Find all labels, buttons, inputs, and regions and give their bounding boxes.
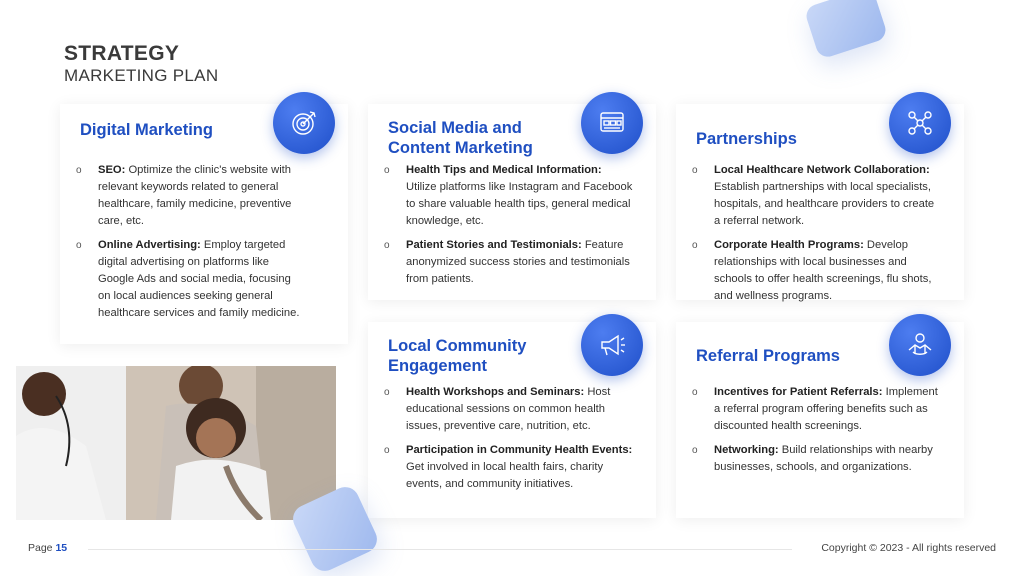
list-item: o Corporate Health Programs: Develop relationships with local businesses and schools to offer health screenings, flu shots, and wellness programs. xyxy=(692,237,938,305)
title-main: STRATEGY xyxy=(64,42,180,65)
card-title: Digital Marketing xyxy=(80,121,213,139)
card-referral-programs xyxy=(676,322,964,518)
card-title: Partnerships xyxy=(696,130,797,148)
card-community-engagement xyxy=(368,322,656,518)
list-item: o Incentives for Patient Referrals: Implement a referral program offering benefits such as discounted health screenings. xyxy=(692,384,938,435)
footer-divider xyxy=(88,549,792,550)
network-icon xyxy=(889,92,951,154)
megaphone-icon xyxy=(581,314,643,376)
page-title xyxy=(64,42,218,86)
card-partnerships xyxy=(676,104,964,300)
list-item: o Networking: Build relationships with nearby businesses, schools, and organizations. xyxy=(692,442,938,476)
card-digital-marketing xyxy=(60,104,348,344)
page-number: Page 15 xyxy=(28,542,68,554)
browser-content-icon xyxy=(581,92,643,154)
doctor-patient-photo xyxy=(16,366,336,520)
handshake-icon xyxy=(889,314,951,376)
decorative-shape-top xyxy=(803,0,888,60)
list-item: o Health Workshops and Seminars: Host educational sessions on common health issues, preventive care, nutrition, etc. xyxy=(384,384,634,435)
list-item: o Participation in Community Health Events: Get involved in local health fairs, charity events, and community initiatives. xyxy=(384,442,634,493)
copyright-text: Copyright © 2023 - All rights reserved xyxy=(821,542,996,554)
list-item: o Local Healthcare Network Collaboration: Establish partnerships with local specialists, hospitals, and healthcare providers to create a referral network. xyxy=(692,162,938,230)
target-icon xyxy=(273,92,335,154)
bullet-list xyxy=(692,384,938,483)
list-item: o Health Tips and Medical Information: Utilize platforms like Instagram and Facebook to share valuable health tips, general medical knowledge, etc. xyxy=(384,162,634,230)
card-title: Referral Programs xyxy=(696,347,840,365)
list-item: o Patient Stories and Testimonials: Feature anonymized success stories and testimonials from patients. xyxy=(384,237,634,288)
title-sub: MARKETING PLAN xyxy=(64,66,219,85)
bullet-list xyxy=(76,162,306,329)
bullet-list xyxy=(384,162,634,295)
card-social-media xyxy=(368,104,656,300)
list-item: o Online Advertising: Employ targeted digital advertising on platforms like Google Ads and social media, focusing on local audiences seeking general healthcare services and family medicine. xyxy=(76,237,306,322)
list-item: o SEO: Optimize the clinic's website with relevant keywords related to general healthcare, family medicine, preventive care, etc. xyxy=(76,162,306,230)
bullet-list xyxy=(692,162,938,312)
bullet-list xyxy=(384,384,634,500)
card-title: Local Community Engagement xyxy=(388,337,527,375)
card-title: Social Media and Content Marketing xyxy=(388,119,533,157)
